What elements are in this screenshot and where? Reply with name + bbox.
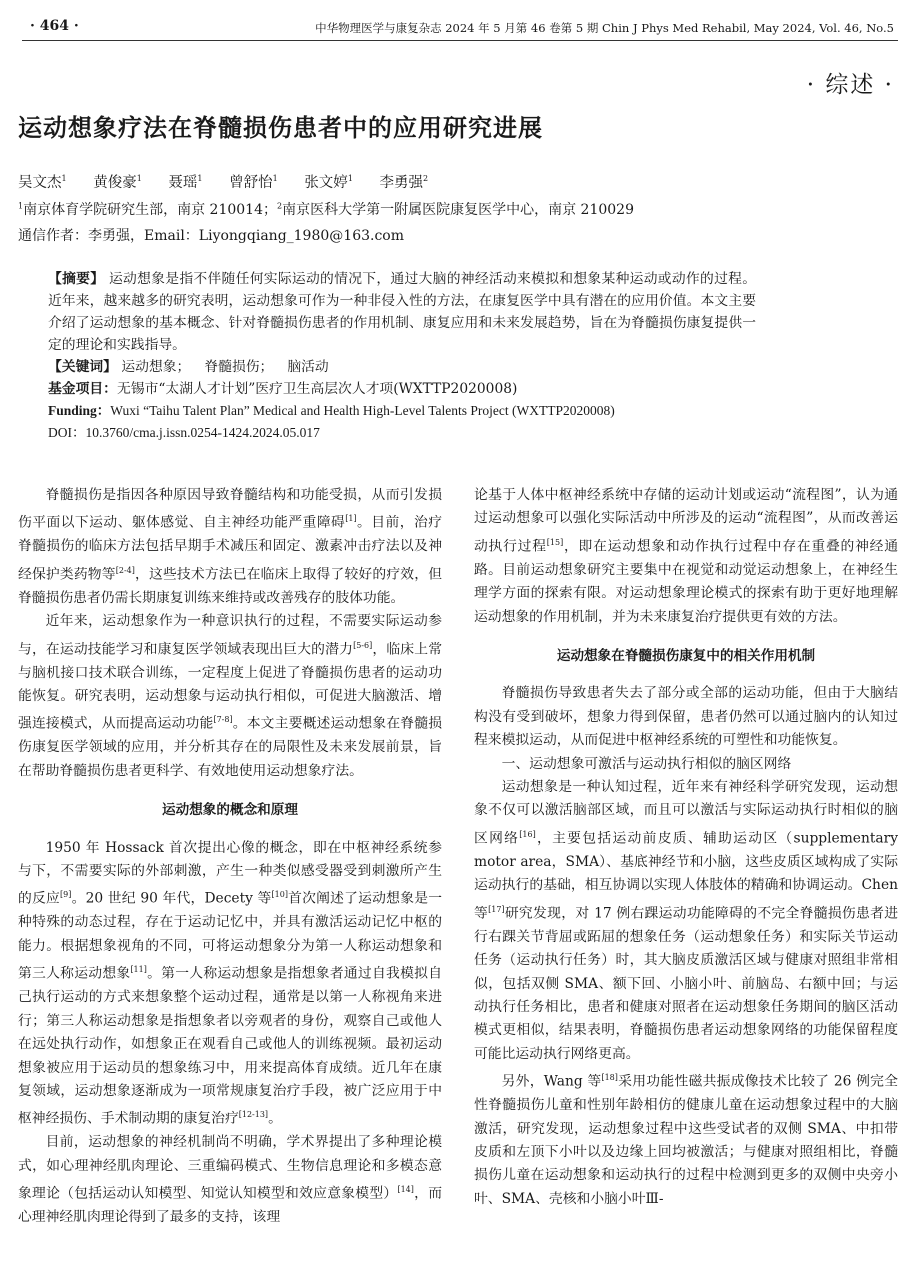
section-tag: · 综述 · — [806, 72, 894, 98]
paragraph: 脊髓损伤是指因各种原因导致脊髓结构和功能受损，从而引发损伤平面以下运动、躯体感觉、自主神经功能严重障碍[1]。目前，治疗脊髓损伤的临床方法包括早期手术减压和固定、激素冲击疗法以及神经保护类药物等[2-4]，这些技术方法已在临床上取得了较好的疗效，但脊髓损伤患者仍需长期康复训练来维持或改善残存的肢体功能。 — [18, 487, 443, 606]
author: 张文婷$^1$ — [304, 174, 353, 191]
running-header — [22, 14, 898, 41]
author: 聂瑶$^1$ — [168, 174, 203, 191]
paragraph: 运动想象是一种认知过程，近年来有神经科学研究发现，运动想象不仅可以激活脑部区域，而且可以激活与实际运动执行时相似的脑区网络[16]，主要包括运动前皮质、辅助运动区（supplementary motor area，SMA）、基底神经节和小脑，这些皮质区域构成了实际运动执行的基础，相互协调以实现人体肢体的精确和协调运动。Chen 等[17]研究发现，对 17 例右踝运动功能障碍的不完全脊髓损伤患者进行右踝关节背屈或跖屈的想象任务（运动想象任务）和实际关节运动任务（运动执行任务）时，其大脑皮质激活区域与健康对照组非常相似，包括双侧 SMA、额下回、小脑小叶、前脑岛、右额中回；与运动执行任务相比，患者和健康对照者在运动想象任务期间的脑区活动模式更相似，结果表明，脊髓损伤患者运动想象网络的功能保留程度可能比运动执行网络更高。 — [474, 779, 899, 1062]
paragraph: 目前，运动想象的神经机制尚不明确，学术界提出了多种理论模式，如心理神经肌肉理论、三重编码模式、生物信息理论和多模态意象理论（包括运动认知模型、知觉认知模型和效应意象模型）[14]，而心理神经肌肉理论得到了最多的支持，该理 — [18, 1134, 442, 1226]
keywords-label: 【关键词】 — [48, 359, 117, 375]
paragraph: 论基于人体中枢神经系统中存储的运动计划或运动“流程图”，认为通过运动想象可以强化实际活动中所涉及的运动“流程图”，从而改善运动执行过程[15]，即在运动想象和动作执行过程中存在重叠的神经通路。目前运动想象研究主要集中在视觉和动觉运动想象上，在神经生理学方面的探索有限。对运动想象理论模式的探索有助于更好地理解运动想象的作用机制，并为未来康复治疗提供更有效的方法。 — [474, 487, 899, 625]
author: 吴文杰$^1$ — [18, 174, 67, 191]
paragraph: 近年来，运动想象作为一种意识执行的过程，不需要实际运动参与，在运动技能学习和康复医学领域表现出巨大的潜力[5-6]，临床上常与脑机接口技术联合训练，一定程度上促进了脊髓损伤患者的运动功能恢复。研究表明，运动想象与运动执行相似，可促进大脑激活、增强连接模式，从而提高运动功能[7-8]。本文主要概述运动想象在脊髓损伤康复医学领域的应用，并分析其存在的局限性及未来发展前景，旨在帮助脊髓损伤患者更科学、有效地使用运动想象疗法。 — [18, 613, 443, 779]
abstract: 【摘要】 运动想象是指不伴随任何实际运动的情况下，通过大脑的神经活动来模拟和想象某种运动或动作的过程。近年来，越来越多的研究表明，运动想象可作为一种非侵入性的方法，在康复医学中具有潜在的应用价值。本文主要介绍了运动想象的基本概念、针对脊髓损伤患者的作用机制、康复应用和未来发展趋势，旨在为脊髓损伤康复提供一定的理论和实践指导。 — [48, 271, 757, 353]
keywords: 【关键词】 运动想象； 脊髓损伤； 脑活动 — [48, 359, 329, 375]
author: 曾舒怡$^1$ — [229, 174, 278, 191]
doi: DOI：10.3760/cma.j.issn.0254-1424.2024.05.017 — [48, 425, 320, 440]
corresponding-author: 通信作者：李勇强，Email：Liyongqiang_1980@163.com — [18, 228, 404, 244]
paragraph: 1950 年 Hossack 首次提出心像的概念，即在中枢神经系统参与下，不需要实际的外部刺激，产生一种类似感受器受到刺激所产生的反应[9]。20 世纪 90 年代，Decety 等[10]首次阐述了运动想象是一种特殊的动态过程，存在于运动记忆中，并具有激活运动记忆中枢的能力。根据想象视角的不同，可将运动想象分为第一人称运动想象和第三人称运动想象[11]。第一人称运动想象是指想象者通过自我模拟自己执行运动的方式来想象整个运动过程，通常是以第一人称视角来进行；第三人称运动想象是指想象者以旁观者的身份，观察自己或他人在远处执行动作，如想象正在观看自己或他人的训练视频。最初运动想象被应用于运动员的想象练习中，用来提高体育成绩。近几年在康复领域，运动想象逐渐成为一项常规康复治疗手段，被广泛应用于中枢神经损伤、手术制动期的康复治疗[12-13]。 — [18, 839, 443, 1127]
right-column — [474, 484, 898, 1211]
journal-info: 中华物理医学与康复杂志 2024 年 5 月第 46 卷第 5 期 Chin J Phys Med Rehabil, May 2024, Vol. 46, No.5 — [315, 21, 894, 35]
article-title: 运动想象疗法在脊髓损伤患者中的应用研究进展 — [18, 114, 543, 142]
author-list — [18, 171, 450, 192]
section-heading: 运动想象的概念和原理 — [162, 802, 298, 819]
subsection-heading: 一、运动想象可激活与运动执行相似的脑区网络 — [501, 755, 792, 772]
paragraph: 脊髓损伤导致患者失去了部分或全部的运动功能，但由于大脑结构没有受到破坏，想象力得到保留，患者仍然可以通过脑内的认知过程来模拟运动，从而促进中枢神经系统的可塑性和功能恢复。 — [474, 685, 898, 749]
page-number: · 464 · — [30, 18, 79, 34]
section-heading: 运动想象在脊髓损伤康复中的相关作用机制 — [556, 648, 816, 665]
abstract-block — [48, 268, 756, 444]
affiliations: $^1$南京体育学院研究生部，南京 210014；$^2$南京医科大学第一附属医院康复医学中心，南京 210029 — [18, 201, 634, 218]
abstract-label: 【摘要】 — [48, 271, 105, 287]
author: 李勇强$^2$ — [379, 174, 429, 191]
paragraph: 另外，Wang 等[18]采用功能性磁共振成像技术比较了 26 例完全性脊髓损伤儿童和性别年龄相仿的健康儿童在运动想象过程中的大脑激活，研究发现，运动想象过程中这些受试者的双侧 SMA、中扣带皮质和左顶下小叶以及边缘上回均被激活；与健康对照组相比，脊髓损伤儿童在运动想象和运动执行的过程中检测到更多的双侧中央旁小叶、SMA、壳核和小脑小叶Ⅲ- — [474, 1073, 899, 1207]
left-column — [18, 484, 442, 1230]
fund: 基金项目：无锡市“太湖人才计划”医疗卫生高层次人才项(WXTTP2020008) — [48, 381, 518, 397]
author: 黄俊豪$^1$ — [93, 174, 142, 191]
funding-en: Funding：Wuxi “Taihu Talent Plan” Medical and Health High-Level Talents Project (WXTTP2020008) — [48, 403, 615, 418]
